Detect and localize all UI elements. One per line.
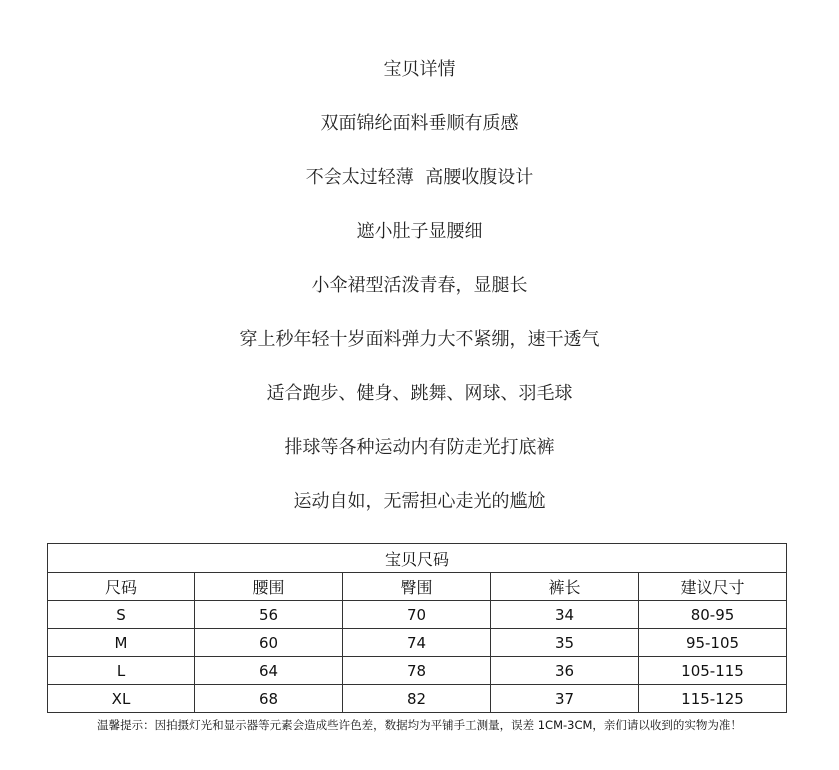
cell-waist: 60 bbox=[195, 629, 343, 657]
table-row bbox=[48, 657, 787, 685]
header-hip: 臀围 bbox=[343, 573, 491, 601]
cell-size: XL bbox=[48, 685, 195, 713]
measurement-note: 温馨提示：因拍摄灯光和显示器等元素会造成些许色差，数据均为平铺手工测量，误差 1CM-3CM，亲们请以收到的实物为准！ bbox=[97, 718, 742, 732]
header-length: 裤长 bbox=[491, 573, 639, 601]
header-recommended: 建议尺寸 bbox=[639, 573, 787, 601]
cell-length: 34 bbox=[491, 601, 639, 629]
cell-hip: 74 bbox=[343, 629, 491, 657]
cell-waist: 68 bbox=[195, 685, 343, 713]
cell-recommended: 105-115 bbox=[639, 657, 787, 685]
size-table-header-row bbox=[48, 573, 787, 601]
description-line: 不会太过轻薄 高腰收腹设计 bbox=[305, 167, 534, 188]
cell-hip: 82 bbox=[343, 685, 491, 713]
description-line: 排球等各种运动内有防走光打底裤 bbox=[284, 437, 555, 458]
size-table-title-row bbox=[48, 544, 787, 573]
description-line: 穿上秒年轻十岁面料弹力大不紧绷，速干透气 bbox=[239, 329, 600, 350]
header-size: 尺码 bbox=[48, 573, 195, 601]
description-line: 运动自如，无需担心走光的尴尬 bbox=[293, 491, 546, 512]
table-row bbox=[48, 685, 787, 713]
table-row bbox=[48, 629, 787, 657]
cell-size: S bbox=[48, 601, 195, 629]
cell-recommended: 115-125 bbox=[639, 685, 787, 713]
cell-recommended: 95-105 bbox=[639, 629, 787, 657]
description-line: 遮小肚子显腰细 bbox=[356, 221, 483, 242]
size-table bbox=[47, 543, 787, 713]
cell-length: 35 bbox=[491, 629, 639, 657]
cell-waist: 56 bbox=[195, 601, 343, 629]
description-line: 小伞裙型活泼青春，显腿长 bbox=[311, 275, 528, 296]
table-row bbox=[48, 601, 787, 629]
cell-size: L bbox=[48, 657, 195, 685]
cell-waist: 64 bbox=[195, 657, 343, 685]
description-line: 适合跑步、健身、跳舞、网球、羽毛球 bbox=[266, 383, 573, 404]
description-line: 双面锦纶面料垂顺有质感 bbox=[320, 113, 519, 134]
header-waist: 腰围 bbox=[195, 573, 343, 601]
cell-size: M bbox=[48, 629, 195, 657]
cell-length: 36 bbox=[491, 657, 639, 685]
cell-hip: 70 bbox=[343, 601, 491, 629]
cell-length: 37 bbox=[491, 685, 639, 713]
cell-recommended: 80-95 bbox=[639, 601, 787, 629]
size-table-title: 宝贝尺码 bbox=[48, 544, 787, 573]
description-title: 宝贝详情 bbox=[383, 59, 456, 80]
cell-hip: 78 bbox=[343, 657, 491, 685]
